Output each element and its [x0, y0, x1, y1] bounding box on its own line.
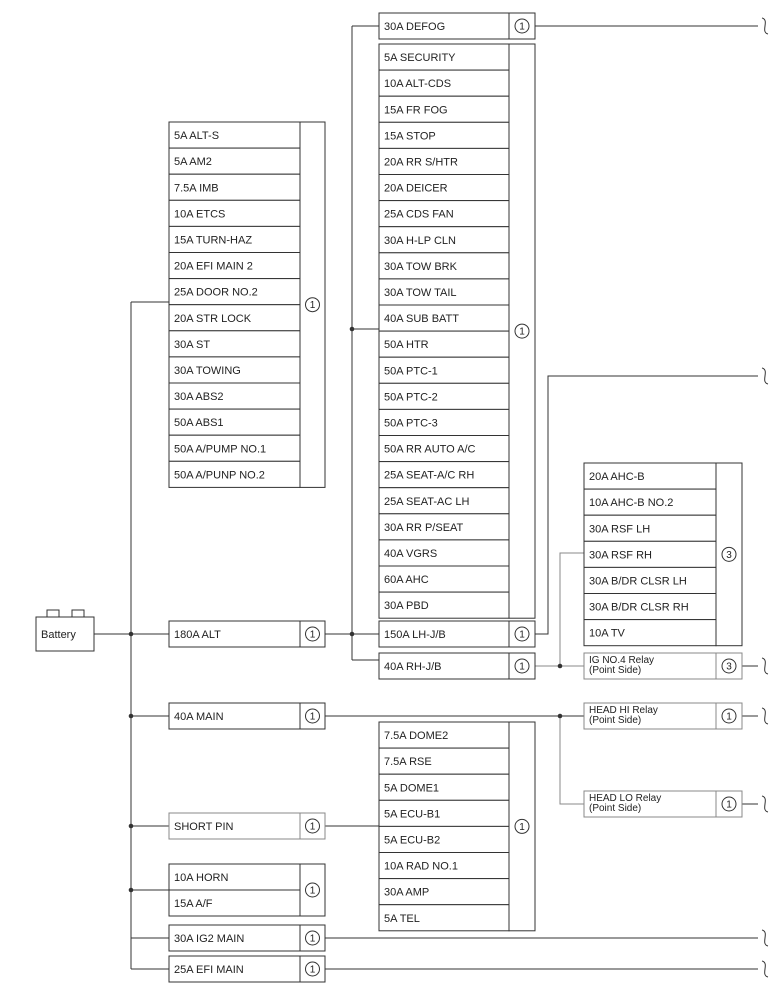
- fuse-cell: [379, 70, 509, 96]
- fuse-cell: [169, 435, 300, 461]
- fuse-label: 5A ECU-B2: [384, 834, 441, 847]
- fuse-label: 30A TOWING: [174, 364, 241, 377]
- fuse-label: 25A DOOR NO.2: [174, 286, 258, 299]
- fuse-cell: [379, 540, 509, 566]
- fuse-cell: [379, 514, 509, 540]
- fuse-label: 30A RSF RH: [589, 549, 652, 562]
- fuse-cell: [379, 122, 509, 148]
- relay-label: IG NO.4 Relay: [589, 655, 655, 666]
- fuse-cell: [379, 357, 509, 383]
- connector-number: 1: [309, 933, 316, 945]
- connector-number: 1: [519, 21, 525, 33]
- fuse-label: 5A ECU-B1: [384, 808, 441, 821]
- fuse-cell: [584, 541, 716, 567]
- fuse-cell: [379, 826, 509, 852]
- fuse-cell: [169, 925, 300, 951]
- fuse-label: 10A AHC-B NO.2: [589, 497, 674, 510]
- fuse-label: 5A AM2: [174, 156, 212, 169]
- fuse-label: 50A RR AUTO A/C: [384, 443, 476, 456]
- fuse-label: 10A ALT-CDS: [384, 78, 452, 91]
- fuse-label: 30A IG2 MAIN: [174, 933, 245, 945]
- connector-number: 1: [309, 711, 316, 723]
- fuse-cell: [584, 594, 716, 620]
- fuse-label: 180A ALT: [174, 629, 221, 641]
- fuse-label: 25A EFI MAIN: [174, 964, 244, 976]
- fuse-cell: [584, 791, 716, 817]
- fuse-cell: [169, 956, 300, 982]
- fuse-cell: [379, 436, 509, 462]
- connector-number: 3: [726, 661, 732, 673]
- fuse-cell: [169, 148, 300, 174]
- fuse-label: 25A SEAT-AC LH: [384, 495, 470, 508]
- fuse-group-main: [169, 703, 325, 729]
- wire-break-mark: [762, 18, 768, 34]
- fuse-label: 30A RSF LH: [589, 523, 651, 536]
- fuse-group-ahc: [584, 463, 742, 646]
- fuse-label: 20A EFI MAIN 2: [174, 260, 253, 273]
- fuse-label: 30A ST: [174, 338, 211, 351]
- fuse-cell: [379, 175, 509, 201]
- fuse-cell: [379, 96, 509, 122]
- wire-break-mark: [762, 961, 768, 977]
- fuse-label: 40A VGRS: [384, 547, 438, 560]
- fuse-cell: [169, 226, 300, 252]
- relay-label: HEAD LO Relay: [589, 793, 662, 804]
- fuse-cell: [379, 383, 509, 409]
- fuse-label: SHORT PIN: [174, 821, 234, 833]
- connector-number: 1: [309, 300, 316, 312]
- wire-break-mark: [762, 796, 768, 812]
- connector-number: 1: [519, 821, 525, 833]
- fuse-label: 20A AHC-B: [589, 471, 645, 484]
- fuse-group-defog: [379, 13, 535, 39]
- fuse-cell: [379, 905, 509, 931]
- connector-number: 1: [309, 964, 316, 976]
- fuse-label: 7.5A DOME2: [384, 730, 449, 743]
- fuse-group-dome: [379, 722, 535, 931]
- fuse-cell: [379, 488, 509, 514]
- fuse-label: 30A TOW BRK: [384, 260, 457, 273]
- connector-number: 1: [519, 326, 525, 338]
- connector-number: 1: [309, 821, 316, 833]
- fuse-label: 50A HTR: [384, 339, 429, 352]
- fuse-cell: [169, 279, 300, 305]
- fuse-group-rh-jb: [379, 653, 535, 679]
- connector-number: 1: [519, 661, 525, 673]
- fuse-cell: [379, 331, 509, 357]
- wire-break-mark: [762, 708, 768, 724]
- fuse-cell: [169, 703, 300, 729]
- fuse-label: 30A DEFOG: [384, 21, 446, 33]
- fuse-label: 30A H-LP CLN: [384, 234, 456, 247]
- fuse-label: 7.5A RSE: [384, 756, 432, 769]
- fuse-label: 5A TEL: [384, 912, 420, 925]
- wire-break-mark: [762, 368, 768, 384]
- wire-break-mark: [762, 930, 768, 946]
- fuse-cell: [379, 853, 509, 879]
- fuse-cell: [169, 305, 300, 331]
- fuse-cell: [379, 227, 509, 253]
- fuse-label: 30A B/DR CLSR LH: [589, 575, 687, 588]
- fuse-label: 30A RR P/SEAT: [384, 521, 464, 534]
- fuse-group-alt: [169, 621, 325, 647]
- fuse-cell: [169, 890, 300, 916]
- fuse-label: 15A STOP: [384, 130, 436, 143]
- connector-number: 1: [726, 799, 732, 811]
- fuse-label: 50A A/PUMP NO.1: [174, 443, 267, 456]
- fuse-cell: [379, 305, 509, 331]
- fuse-cell: [169, 864, 300, 890]
- fuse-label: 50A PTC-2: [384, 391, 438, 404]
- junction-dot: [129, 632, 134, 637]
- junction-dot: [350, 327, 355, 332]
- fuse-group-short-pin: [169, 813, 325, 839]
- fuse-cell: [379, 592, 509, 618]
- fuse-cell: [169, 461, 300, 487]
- junction-dot: [129, 824, 134, 829]
- fuse-label: 30A B/DR CLSR RH: [589, 601, 689, 614]
- fuse-cell: [584, 653, 716, 679]
- fuse-label: 10A TV: [589, 627, 625, 640]
- fuse-label: 150A LH-J/B: [384, 629, 446, 641]
- fuse-cell: [169, 253, 300, 279]
- fuse-cell: [169, 621, 300, 647]
- fuse-cell: [169, 357, 300, 383]
- junction-dot: [129, 888, 134, 893]
- fuse-cell: [169, 174, 300, 200]
- relay-sublabel: (Point Side): [589, 715, 642, 726]
- fuse-cell: [169, 409, 300, 435]
- fuse-label: 50A PTC-3: [384, 417, 438, 430]
- fuse-label: 40A MAIN: [174, 711, 224, 723]
- fuse-label: 25A SEAT-A/C RH: [384, 469, 475, 482]
- fuse-label: 40A SUB BATT: [384, 313, 459, 326]
- fuse-label: 50A ABS1: [174, 417, 224, 430]
- fuse-cell: [584, 463, 716, 489]
- connector-number: 1: [309, 629, 316, 641]
- fuse-group-lh-jb-list: [379, 44, 535, 618]
- fuse-label: 40A RH-J/B: [384, 661, 442, 673]
- fuse-cell: [379, 621, 509, 647]
- fuse-label: 15A TURN-HAZ: [174, 234, 253, 247]
- fuse-group-ig2: [169, 925, 325, 951]
- fuse-cell: [169, 813, 300, 839]
- fuse-group-head-lo: [584, 791, 742, 817]
- wire-break-mark: [762, 658, 768, 674]
- fuse-cell: [379, 148, 509, 174]
- fuse-label: 5A ALT-S: [174, 130, 220, 143]
- fuse-label: 25A CDS FAN: [384, 208, 454, 221]
- fuse-group-lh-jb: [379, 621, 535, 647]
- fuse-label: 15A FR FOG: [384, 104, 448, 117]
- fuse-cell: [584, 620, 716, 646]
- fuse-cell: [169, 331, 300, 357]
- relay-label: HEAD HI Relay: [589, 705, 658, 716]
- fuse-label: 10A ETCS: [174, 208, 226, 221]
- fuse-cell: [379, 879, 509, 905]
- fuse-cell: [379, 201, 509, 227]
- fuse-label: 50A A/PUNP NO.2: [174, 469, 265, 482]
- fuse-label: 60A AHC: [384, 574, 429, 587]
- connector-number: 1: [726, 711, 732, 723]
- fuse-cell: [584, 515, 716, 541]
- junction-dot: [558, 714, 563, 719]
- fuse-cell: [584, 567, 716, 593]
- fuse-label: 5A DOME1: [384, 782, 440, 795]
- fuse-cell: [584, 703, 716, 729]
- relay-sublabel: (Point Side): [589, 803, 642, 814]
- fuse-group-horn: [169, 864, 325, 916]
- fuse-cell: [379, 653, 509, 679]
- battery-label: Battery: [41, 629, 76, 641]
- fuse-group-ig4: [584, 653, 742, 679]
- fuse-label: 10A RAD NO.1: [384, 860, 458, 873]
- fuse-group-efi: [169, 956, 325, 982]
- battery: [36, 610, 94, 651]
- relay-sublabel: (Point Side): [589, 665, 642, 676]
- wire-continuation-marks: [762, 18, 768, 977]
- fuse-label: 50A PTC-1: [384, 365, 438, 378]
- fuse-cell: [379, 800, 509, 826]
- fuse-label: 20A RR S/HTR: [384, 156, 458, 169]
- fuse-group-left-main: [169, 122, 325, 487]
- junction-dot: [558, 664, 563, 669]
- fuse-label: 30A PBD: [384, 600, 429, 613]
- fuse-label: 7.5A IMB: [174, 182, 219, 195]
- junction-dot: [350, 632, 355, 637]
- fuse-cell: [379, 774, 509, 800]
- fuse-cell: [379, 722, 509, 748]
- fuse-label: 10A HORN: [174, 872, 229, 884]
- connector-number: 1: [309, 885, 316, 897]
- connector-number: 3: [726, 549, 732, 561]
- fuse-label: 20A STR LOCK: [174, 312, 252, 325]
- fuse-label: 5A SECURITY: [384, 52, 456, 65]
- fuse-label: 30A AMP: [384, 886, 430, 899]
- junction-dot: [129, 714, 134, 719]
- fuse-cell: [379, 462, 509, 488]
- fuse-cell: [169, 383, 300, 409]
- fuse-label: 30A TOW TAIL: [384, 286, 457, 299]
- fuse-cell: [379, 253, 509, 279]
- fuse-groups: [169, 13, 742, 982]
- fuse-group-head-hi: [584, 703, 742, 729]
- fuse-cell: [379, 279, 509, 305]
- connector-number: 1: [519, 629, 525, 641]
- fuse-cell: [379, 748, 509, 774]
- fuse-label: 15A A/F: [174, 898, 213, 910]
- fuse-label: 30A ABS2: [174, 391, 224, 404]
- fuse-label: 20A DEICER: [384, 182, 448, 195]
- fuse-cell: [169, 200, 300, 226]
- fuse-cell: [584, 489, 716, 515]
- fuse-cell: [169, 122, 300, 148]
- fuse-cell: [379, 44, 509, 70]
- fuse-cell: [379, 566, 509, 592]
- fuse-cell: [379, 13, 509, 39]
- fuse-cell: [379, 409, 509, 435]
